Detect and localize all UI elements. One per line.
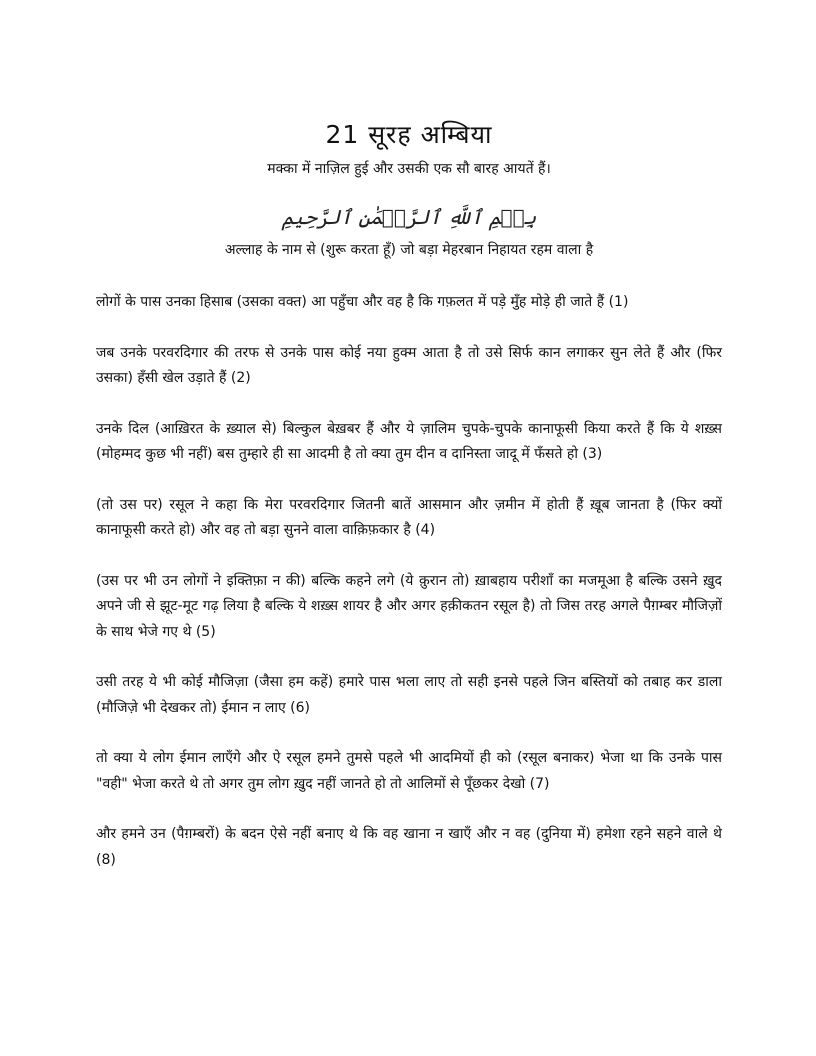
bismillah-text: بِسۡمِ ٱللَّهِ ٱلرَّحۡمَٰنِ ٱلرَّحِيمِ: [281, 205, 537, 229]
verse-5: (उस पर भी उन लोगों ने इक्तिफ़ा न की) बल्कि कहने लगे (ये क़ुरान तो) ख़ाबहाय परीशाँ का मजमूआ है बल्कि उसने ख़ुद अपने जी से झूट-मूट गढ़ लिया है बल्कि ये शख़्स शायर है और अगर हक़ीकतन रसूल है) तो जिस तरह अगले पैग़म्बर मौजिज़ों के साथ भेजे गए थे (5): [96, 572, 722, 640]
surah-subtitle: मक्का में नाज़िल हुई और उसकी एक सौ बारह आयतें हैं।: [267, 161, 551, 177]
invocation-line: अल्लाह के नाम से (शुरू करता हूँ) जो बड़ा मेहरबान निहायत रहम वाला है: [224, 242, 594, 258]
document-page: [96, 118, 722, 898]
surah-title: 21 सूरह अम्बिया: [325, 120, 493, 149]
verse-1: लोगों के पास उनका हिसाब (उसका वक्त) आ पहुँचा और वह है कि गफ़लत में पड़े मुँह मोड़े ही जाते हैं (1): [96, 294, 629, 310]
verse-4: (तो उस पर) रसूल ने कहा कि मेरा परवरदिगार जितनी बातें आसमान और ज़मीन में होती हैं ख़ूब जानता है (फिर क्यों कानाफूसी करते हो) और वह तो बड़ा सुनने वाला वाक़िफ़कार है (4): [96, 496, 722, 538]
verse-8: और हमने उन (पैग़म्बरों) के बदन ऐसे नहीं बनाए थे कि वह खाना न खाएँ और न वह (दुनिया में) हमेशा रहने सहने वाले थे (8): [96, 826, 722, 868]
verse-2: जब उनके परवरदिगार की तरफ से उनके पास कोई नया हुक्म आता है तो उसे सिर्फ कान लगाकर सुन लेते हैं और (फिर उसका) हँसी खेल उड़ाते हैं (2): [96, 344, 722, 386]
verse-7: तो क्या ये लोग ईमान लाएँगे और ऐ रसूल हमने तुमसे पहले भी आदमियों ही को (रसूल बनाकर) भेजा था कि उनके पास "वही" भेजा करते थे तो अगर तुम लोग ख़ुद नहीं जानते हो तो आलिमों से पूँछकर देखो (7): [96, 750, 722, 792]
verse-6: उसी तरह ये भी कोई मौजिज़ा (जैसा हम कहें) हमारे पास भला लाए तो सही इनसे पहले जिन बस्तियों को तबाह कर डाला (मौजिज़े भी देखकर तो) ईमान न लाए (6): [96, 674, 722, 716]
verse-list: [96, 290, 722, 873]
bismillah-calligraphy: [96, 202, 722, 236]
verse-3: उनके दिल (आख़िरत के ख़्याल से) बिल्कुल बेख़बर हैं और ये ज़ालिम चुपके-चुपके कानाफूसी किया करते हैं कि ये शख़्स (मोहम्मद कुछ भी नहीं) बस तुम्हारे ही सा आदमी है तो क्या तुम दीन व दानिस्ता जादू में फँसते हो (3): [96, 420, 722, 462]
